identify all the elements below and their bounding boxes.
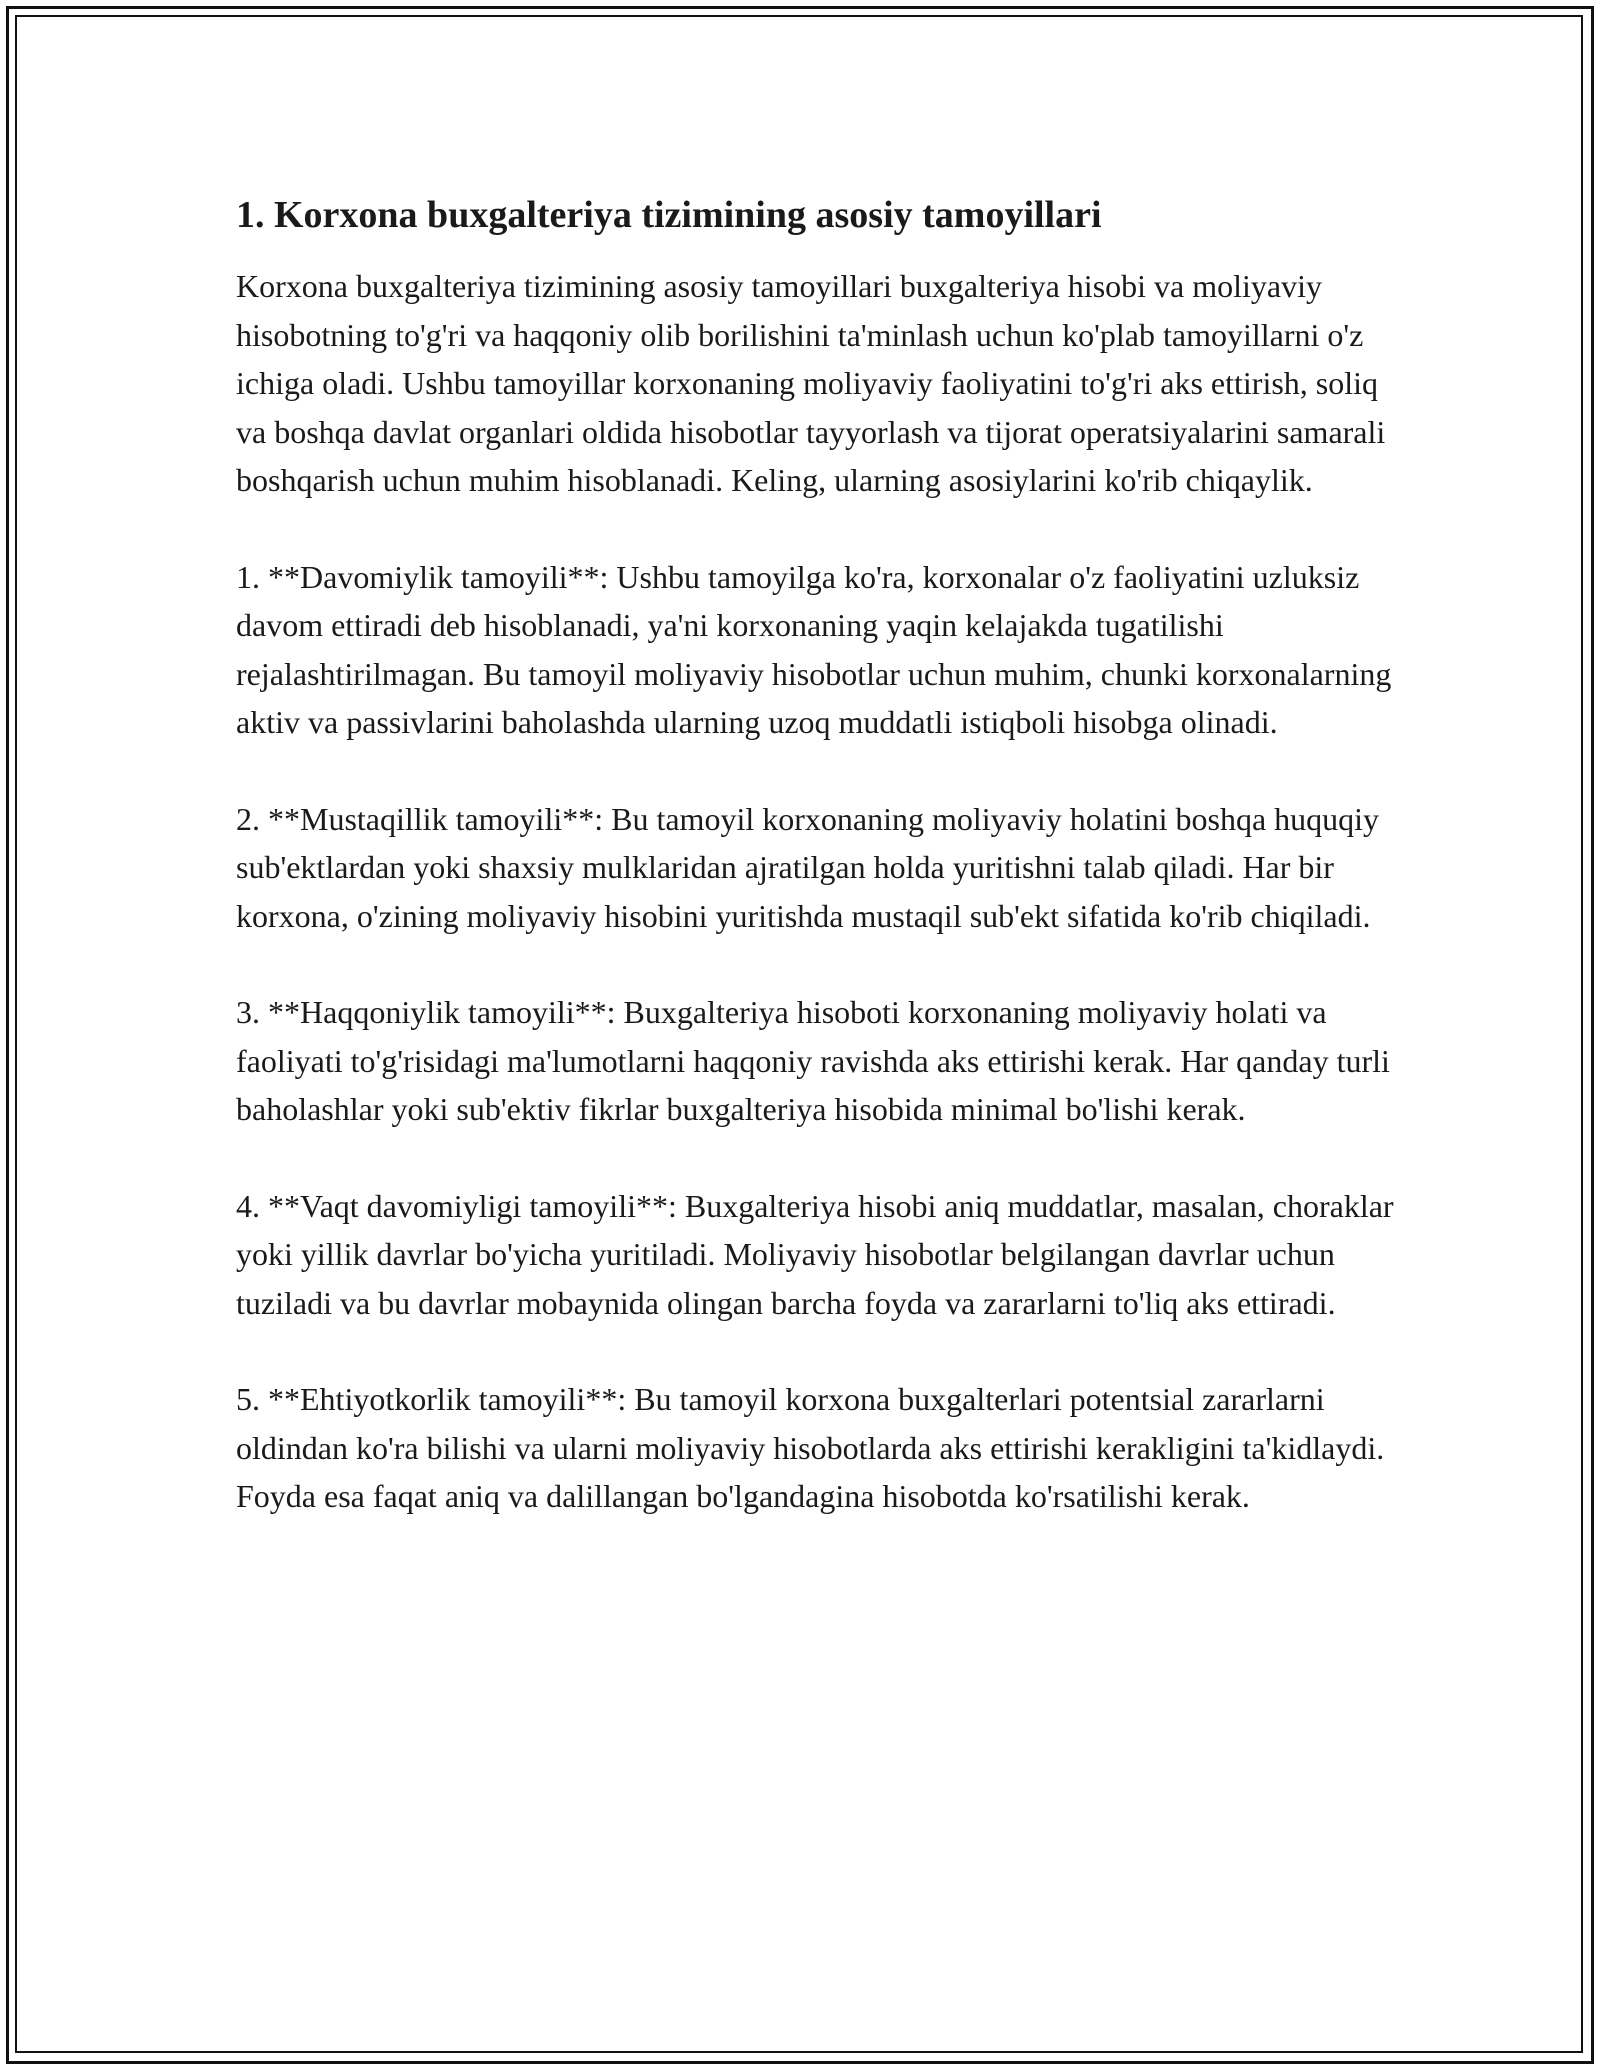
- intro-paragraph: Korxona buxgalteriya tizimining asosiy tamoyillari buxgalteriya hisobi va moliyaviy hisobotning to'g'ri va haqqoniy olib borilishini ta'minlash uchun ko'plab tamoyillarni o'z ichiga oladi. Ushbu tamoyillar korxonaning moliyaviy faoliyatini to'g'ri aks ettirish, soliq va boshqa davlat organlari oldida hisobotlar tayyorlash va tijorat operatsiyalarini samarali boshqarish uchun muhim hisoblanadi. Keling, ularning asosiylarini ko'rib chiqaylik.: [236, 268, 1386, 498]
- principle-paragraph-2: 2. **Mustaqillik tamoyili**: Bu tamoyil korxonaning moliyaviy holatini boshqa huquqiy sub'ektlardan yoki shaxsiy mulklaridan ajratilgan holda yuritishni talab qiladi. Har bir korxona, o'zining moliyaviy hisobini yuritishda mustaqil sub'ekt sifatida ko'rib chiqiladi.: [236, 800, 1380, 934]
- principle-paragraph-5: 5. **Ehtiyotkorlik tamoyili**: Bu tamoyil korxona buxgalterlari potentsial zararlarni oldindan ko'ra bilishi va ularni moliyaviy hisobotlarda aks ettirishi kerakligini ta'kidlaydi. Foyda esa faqat aniq va dalillangan bo'lgandagina hisobotda ko'rsatilishi kerak.: [236, 1381, 1385, 1514]
- principle-paragraph-4: 4. **Vaqt davomiyligi tamoyili**: Buxgalteriya hisobi aniq muddatlar, masalan, choraklar yoki yillik davrlar bo'yicha yuritiladi. Moliyaviy hisobotlar belgilangan davrlar uchun tuziladi va bu davrlar mobaynida olingan barcha foyda va zararlarni to'liq aks ettiradi.: [236, 1187, 1394, 1321]
- principle-paragraph-3: 3. **Haqqoniylik tamoyili**: Buxgalteriya hisoboti korxonaning moliyaviy holati va faoliyati to'g'risidagi ma'lumotlarni haqqoniy ravishda aks ettirishi kerak. Har qanday turli baholashlar yoki sub'ektiv fikrlar buxgalteriya hisobida minimal bo'lishi kerak.: [236, 994, 1390, 1127]
- document-title: 1. Korxona buxgalteriya tizimining asosiy tamoyillari: [236, 194, 1102, 236]
- document-body: [236, 188, 1396, 1569]
- principle-paragraph-1: 1. **Davomiylik tamoyili**: Ushbu tamoyilga ko'ra, korxonalar o'z faoliyatini uzluksiz davom ettiradi deb hisoblanadi, ya'ni korxonaning yaqin kelajakda tugatilishi rejalashtirilmagan. Bu tamoyil moliyaviy hisobotlar uchun muhim, chunki korxonalarning aktiv va passivlarini baholashda ularning uzoq muddatli istiqboli hisobga olinadi.: [236, 558, 1392, 740]
